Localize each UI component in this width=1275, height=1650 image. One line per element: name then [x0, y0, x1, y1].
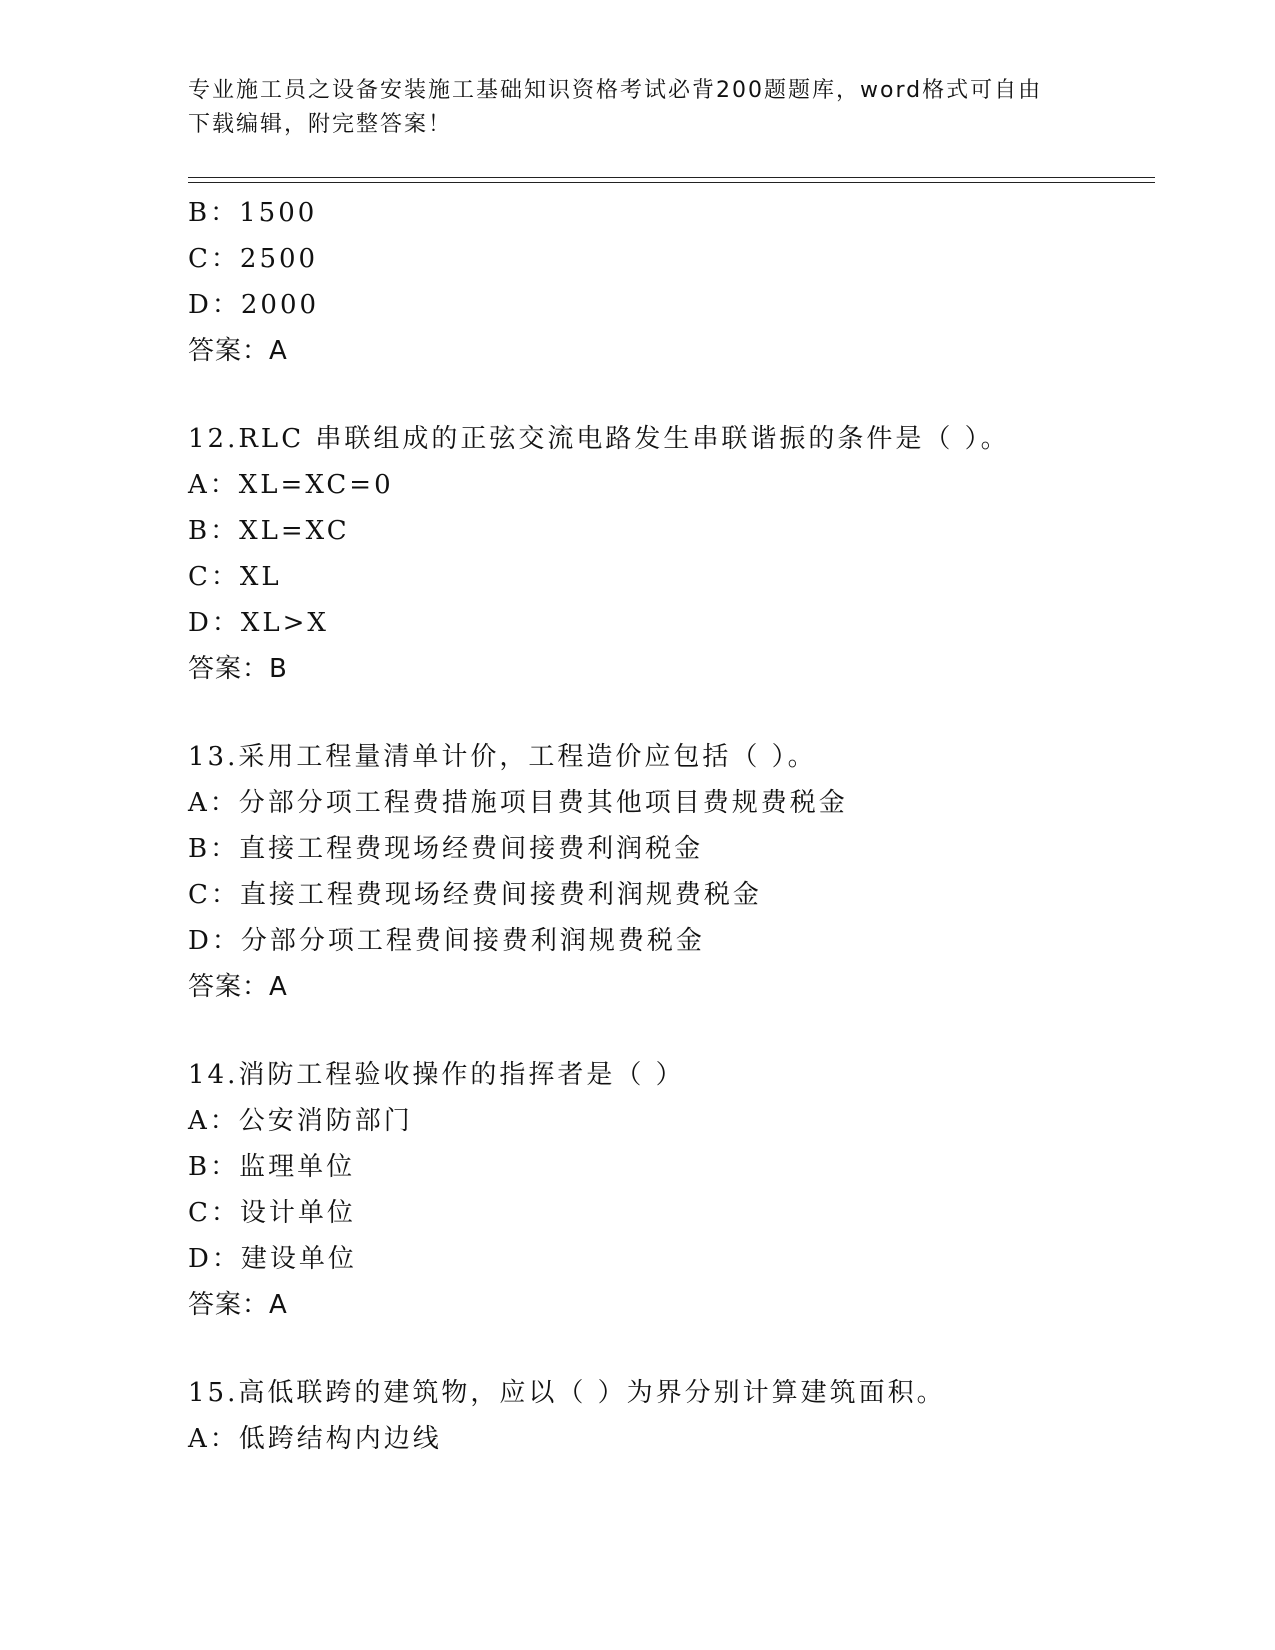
option-text: XL [239, 562, 282, 592]
option-text: 分部分项工程费措施项目费其他项目费规费税金 [238, 788, 848, 818]
header-divider-bottom [188, 182, 1155, 183]
option-letter: B： [188, 516, 240, 546]
option-letter: B： [188, 198, 240, 228]
question-list [188, 190, 1148, 1462]
option-d [188, 918, 1148, 964]
answer-line: 答案：A [188, 336, 288, 366]
option-c [188, 1190, 1148, 1236]
option-c [188, 236, 1148, 282]
option-a [188, 1098, 1148, 1144]
option-text: XL>X [240, 608, 329, 638]
document-header [188, 74, 1088, 142]
option-b [188, 826, 1148, 872]
question-15 [188, 1370, 1148, 1462]
option-b [188, 508, 1148, 554]
option-text: 2000 [240, 290, 320, 320]
option-letter: D： [188, 926, 241, 956]
option-letter: C： [188, 562, 240, 592]
option-letter: A： [188, 1424, 239, 1454]
option-text: 直接工程费现场经费间接费利润税金 [239, 834, 704, 864]
question-13 [188, 734, 1148, 1010]
option-a [188, 1416, 1148, 1462]
option-letter: B： [188, 834, 240, 864]
option-text: 设计单位 [239, 1198, 356, 1228]
option-c [188, 872, 1148, 918]
answer-line: 答案：A [188, 972, 288, 1002]
option-d [188, 282, 1148, 328]
question-11-continuation [188, 190, 1148, 374]
option-text: XL=XC=0 [238, 470, 394, 500]
question-12 [188, 416, 1148, 692]
option-letter: D： [188, 608, 241, 638]
option-letter: C： [188, 1198, 240, 1228]
option-letter: C： [188, 880, 240, 910]
option-letter: B： [188, 1152, 240, 1182]
option-a [188, 462, 1148, 508]
option-b [188, 190, 1148, 236]
option-a [188, 780, 1148, 826]
option-letter: D： [188, 290, 241, 320]
header-title-line-1: 专业施工员之设备安装施工基础知识资格考试必背200题题库，word格式可自由 [188, 78, 1043, 103]
option-letter: A： [188, 1106, 239, 1136]
option-text: 直接工程费现场经费间接费利润规费税金 [239, 880, 762, 910]
option-text: 建设单位 [240, 1244, 357, 1274]
option-letter: C： [188, 244, 240, 274]
option-text: 1500 [239, 198, 318, 228]
option-c [188, 554, 1148, 600]
option-d [188, 1236, 1148, 1282]
option-text: 监理单位 [239, 1152, 356, 1182]
option-b [188, 1144, 1148, 1190]
option-letter: D： [188, 1244, 241, 1274]
option-d [188, 600, 1148, 646]
option-text: 公安消防部门 [238, 1106, 413, 1136]
question-stem: 13.采用工程量清单计价，工程造价应包括（ ）。 [188, 742, 817, 772]
option-text: 分部分项工程费间接费利润规费税金 [240, 926, 705, 956]
option-text: 低跨结构内边线 [238, 1424, 442, 1454]
option-text: XL=XC [239, 516, 350, 546]
answer-line: 答案：B [188, 654, 288, 684]
option-letter: A： [188, 470, 239, 500]
answer-line: 答案：A [188, 1290, 288, 1320]
option-text: 2500 [239, 244, 319, 274]
header-divider-top [188, 177, 1155, 178]
option-letter: A： [188, 788, 239, 818]
question-stem: 14.消防工程验收操作的指挥者是（ ） [188, 1060, 685, 1090]
question-14 [188, 1052, 1148, 1328]
question-stem: 12.RLC 串联组成的正弦交流电路发生串联谐振的条件是（ ）。 [188, 424, 1010, 454]
question-stem: 15.高低联跨的建筑物，应以（ ）为界分别计算建筑面积。 [188, 1378, 946, 1408]
header-title-line-2: 下载编辑，附完整答案！ [188, 112, 453, 137]
